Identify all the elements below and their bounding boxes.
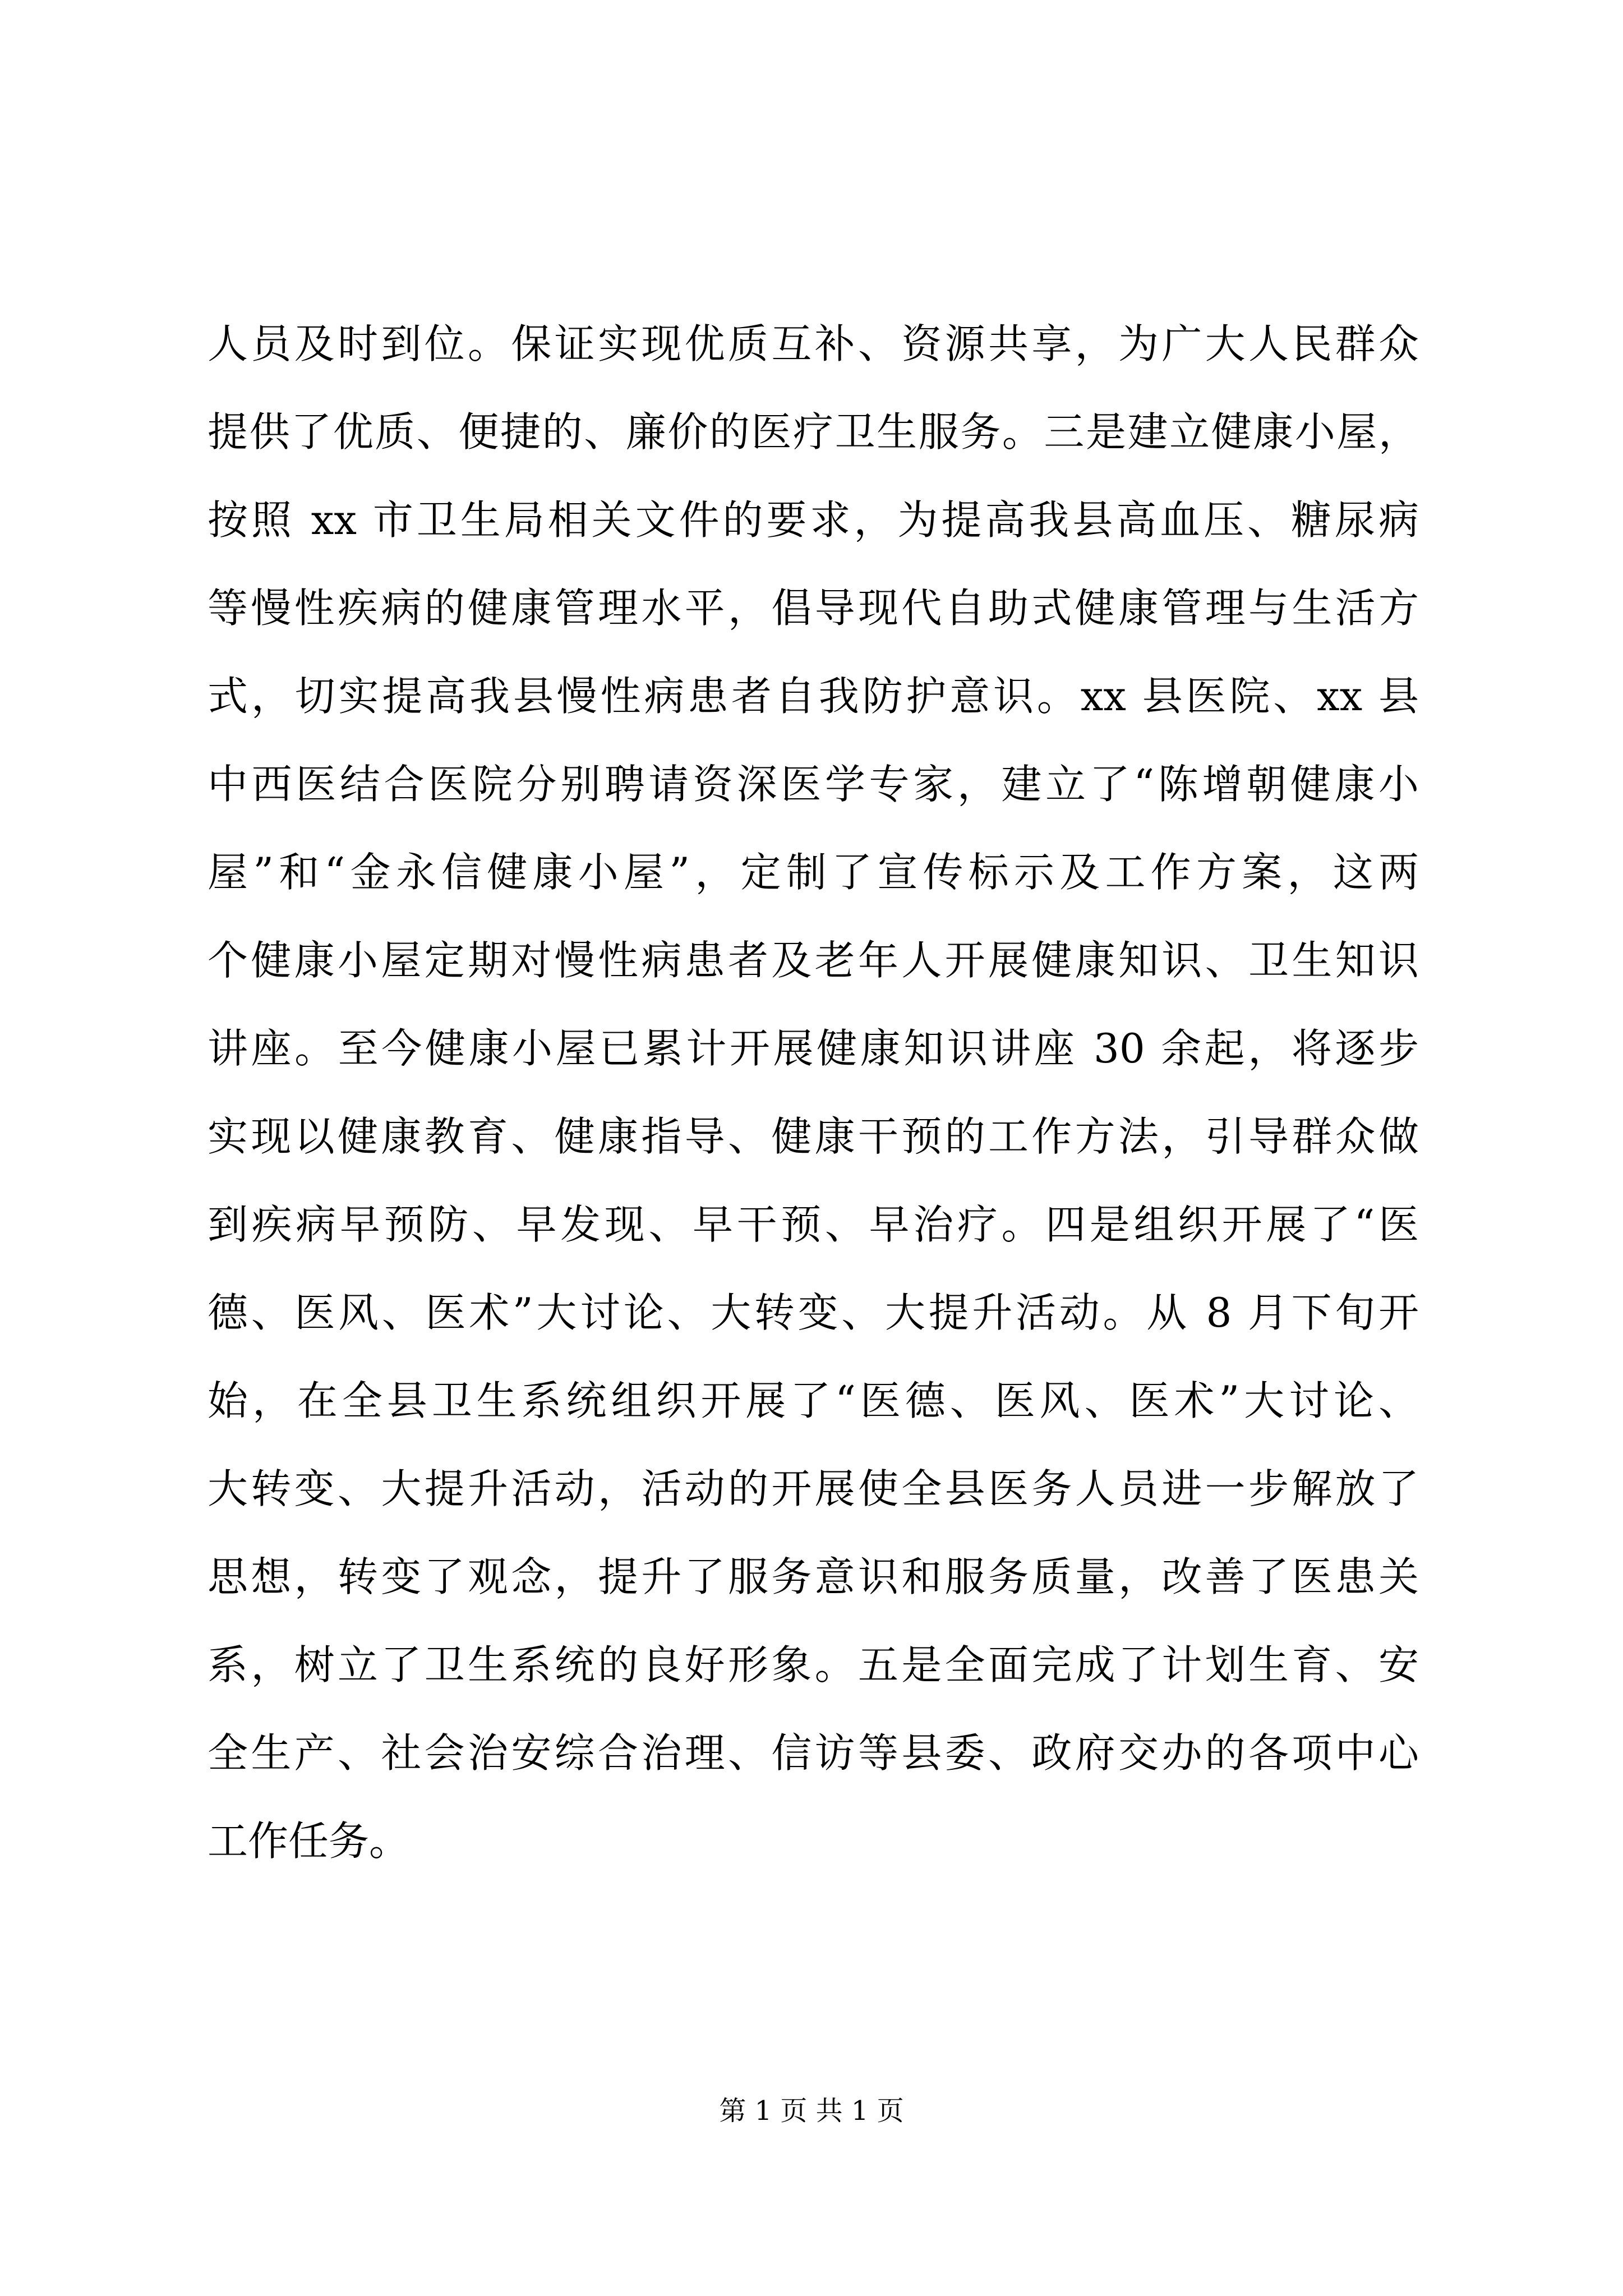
- text-line: 个健康小屋定期对慢性病患者及老年人开展健康知识、卫生知识: [208, 937, 1419, 984]
- text-line: 等慢性疾病的健康管理水平，倡导现代自助式健康管理与生活方: [208, 585, 1419, 632]
- text-line: 到疾病早预防、早发现、早干预、早治疗。四是组织开展了“医: [208, 1201, 1419, 1248]
- text-line: 系，树立了卫生系统的良好形象。五是全面完成了计划生育、安: [208, 1641, 1419, 1688]
- body-paragraph: [208, 300, 1419, 1885]
- text-line: 提供了优质、便捷的、廉价的医疗卫生服务。三是建立健康小屋，: [208, 408, 1419, 455]
- text-line: 始，在全县卫生系统组织开展了“医德、医风、医术”大讨论、: [208, 1377, 1419, 1424]
- text-line: 思想，转变了观念，提升了服务意识和服务质量，改善了医患关: [208, 1553, 1419, 1600]
- text-line: 讲座。至今健康小屋已累计开展健康知识讲座 30 余起，将逐步: [208, 1025, 1419, 1072]
- text-line: 按照 xx 市卫生局相关文件的要求，为提高我县高血压、糖尿病: [208, 496, 1419, 544]
- text-line: 大转变、大提升活动，活动的开展使全县医务人员进一步解放了: [208, 1465, 1419, 1512]
- page-number-footer: 第 1 页 共 1 页: [719, 2095, 904, 2127]
- text-line: 德、医风、医术”大讨论、大转变、大提升活动。从 8 月下旬开: [208, 1289, 1419, 1336]
- text-line: 全生产、社会治安综合治理、信访等县委、政府交办的各项中心: [208, 1729, 1419, 1777]
- text-line: 屋”和“金永信健康小屋”，定制了宣传标示及工作方案，这两: [208, 849, 1419, 896]
- text-line: 人员及时到位。保证实现优质互补、资源共享，为广大人民群众: [208, 320, 1419, 367]
- text-line: 式，切实提高我县慢性病患者自我防护意识。xx 县医院、xx 县: [208, 673, 1419, 720]
- text-line-last: 工作任务。: [208, 1818, 410, 1865]
- text-line: 中西医结合医院分别聘请资深医学专家，建立了“陈增朝健康小: [208, 761, 1419, 808]
- text-line: 实现以健康教育、健康指导、健康干预的工作方法，引导群众做: [208, 1113, 1419, 1160]
